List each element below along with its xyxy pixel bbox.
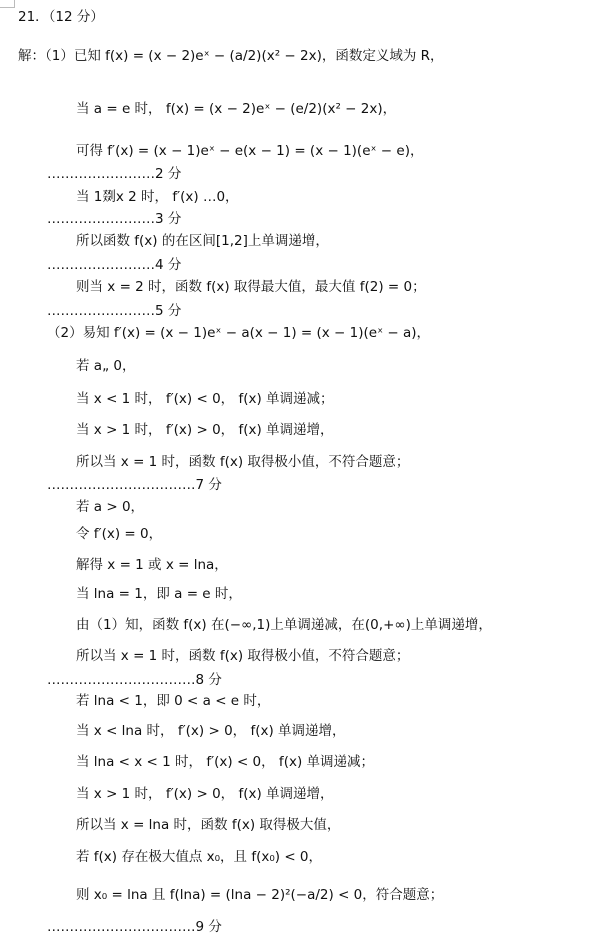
- solution-line: 所以当 x = 1 时，函数 f(x) 取得极小值，不符合题意；: [76, 648, 410, 664]
- problem-title: 21．（12 分）: [18, 9, 104, 25]
- solution-line: 所以当 x = 1 时，函数 f(x) 取得极小值，不符合题意；: [76, 454, 410, 470]
- solution-line: 若 a„ 0，: [76, 358, 136, 374]
- solution-line: 当 x > 1 时， f′(x) > 0， f(x) 单调递增，: [76, 786, 334, 802]
- solution-line: 可得 f′(x) = (x − 1)eˣ − e(x − 1) = (x − 1)(eˣ − e)，: [76, 143, 424, 159]
- score-marker: ……………………5 分: [47, 303, 182, 319]
- solution-line: 当 a = e 时， f(x) = (x − 2)eˣ − (e/2)(x² − 2x)，: [76, 101, 397, 117]
- score-marker: ……………………………7 分: [47, 477, 222, 493]
- score-marker: ……………………………9 分: [47, 919, 222, 935]
- solution-line: 当 lna = 1，即 a = e 时，: [76, 586, 242, 602]
- solution-line: 当 x > 1 时， f′(x) > 0， f(x) 单调递增，: [76, 422, 334, 438]
- solution-line: 当 lna < x < 1 时， f′(x) < 0， f(x) 单调递减；: [76, 754, 375, 770]
- score-marker: ……………………4 分: [47, 257, 182, 273]
- solution-line: 令 f′(x) = 0，: [76, 526, 163, 542]
- score-marker: ……………………2 分: [47, 166, 182, 182]
- solution-line: 所以函数 f(x) 的在区间[1,2]上单调递增，: [76, 233, 329, 249]
- solution-line: 解：（1）已知 f(x) = (x − 2)eˣ − (a/2)(x² − 2x)，函数定义域为 R，: [18, 48, 444, 64]
- solution-line: 当 1剟x 2 时， f′(x) …0，: [76, 189, 239, 205]
- solution-line: （2）易知 f′(x) = (x − 1)eˣ − a(x − 1) = (x − 1)(eˣ − a)，: [47, 325, 430, 341]
- solution-line: 若 a > 0，: [76, 499, 145, 515]
- solution-line: 解得 x = 1 或 x = lna，: [76, 557, 228, 573]
- solution-line: 当 x < 1 时， f′(x) < 0， f(x) 单调递减；: [76, 391, 334, 407]
- score-marker: ……………………3 分: [47, 211, 182, 227]
- solution-line: 由（1）知，函数 f(x) 在(−∞,1)上单调递减，在(0,+∞)上单调递增，: [76, 617, 492, 633]
- solution-line: 则 x₀ = lna 且 f(lna) = (lna − 2)²(−a/2) < 0，符合题意；: [76, 887, 444, 903]
- solution-line: 当 x < lna 时， f′(x) > 0， f(x) 单调递增，: [76, 723, 346, 739]
- page-corner-mark: [0, 0, 15, 8]
- solution-line: 则当 x = 2 时，函数 f(x) 取得最大值，最大值 f(2) = 0；: [76, 279, 426, 295]
- solution-line: 若 f(x) 存在极大值点 x₀，且 f(x₀) < 0，: [76, 849, 323, 865]
- score-marker: ……………………………8 分: [47, 672, 222, 688]
- solution-line: 若 lna < 1，即 0 < a < e 时，: [76, 693, 271, 709]
- solution-line: 所以当 x = lna 时，函数 f(x) 取得极大值，: [76, 817, 341, 833]
